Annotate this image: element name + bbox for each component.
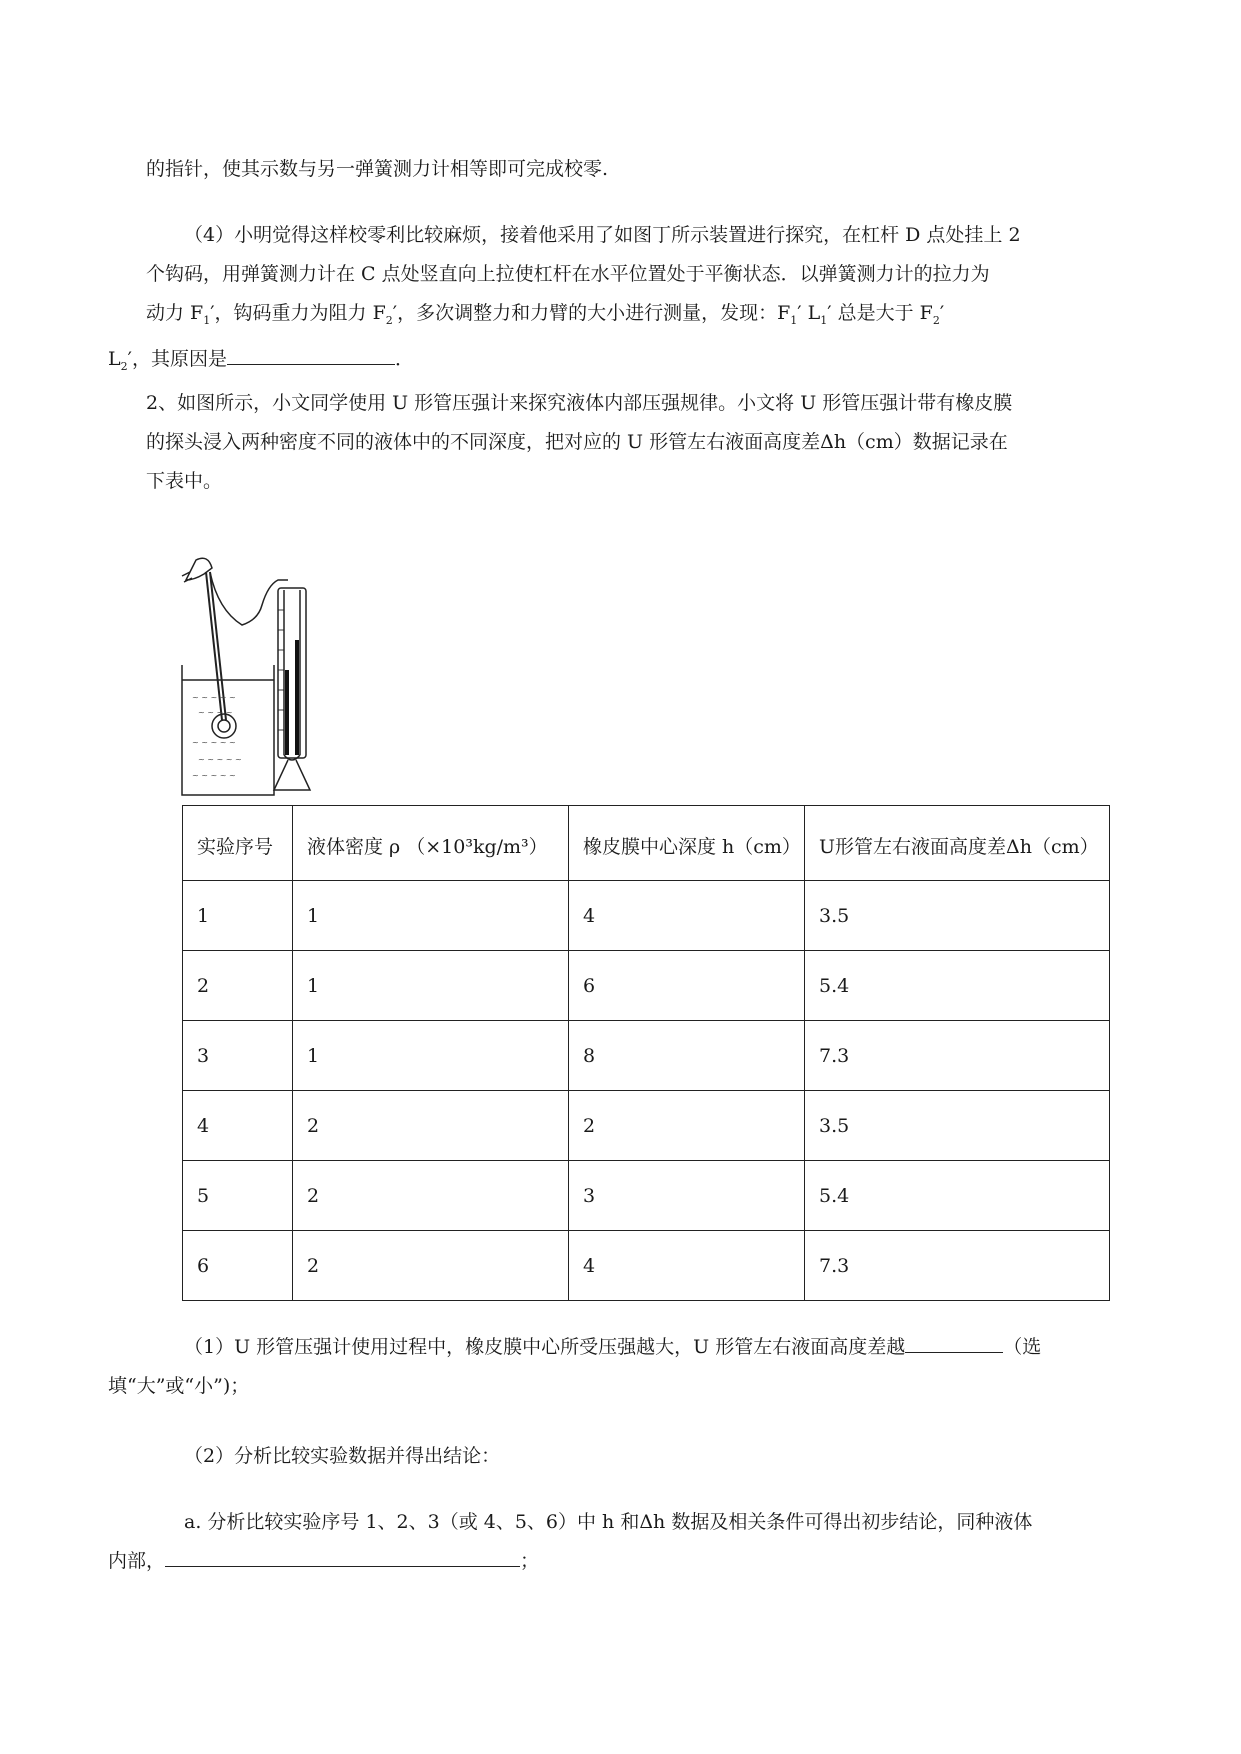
q4-sub: 2 — [385, 313, 393, 327]
table-cell: 5 — [183, 1161, 293, 1231]
q4-line4c: ． — [394, 347, 414, 370]
q4-sub: 1 — [203, 313, 211, 327]
q1-line2: 填“大”或“小”)； — [108, 1375, 250, 1397]
q4-line4b: ′，其原因是 — [127, 347, 227, 370]
qa-line2a: 内部， — [108, 1550, 166, 1572]
table-cell: 4 — [569, 1231, 805, 1301]
question-1 — [108, 1328, 1151, 1406]
q4-sub: 2 — [120, 359, 128, 373]
qa-line2b: ； — [520, 1550, 540, 1572]
p2-line2: 的探头浸入两种密度不同的液体中的不同深度，把对应的 U 形管左右液面高度差Δh（cm）数据记录在 — [146, 431, 1008, 453]
table-header-cell: 橡皮膜中心深度 h（cm） — [569, 806, 805, 881]
table-cell: 7.3 — [805, 1021, 1110, 1091]
table-row — [183, 951, 1110, 1021]
table-header-cell: U形管左右液面高度差Δh（cm） — [805, 806, 1110, 881]
answer-blank-q4[interactable] — [227, 342, 395, 365]
table-row — [183, 1161, 1110, 1231]
q4-line3e: ′ 总是大于 F — [827, 302, 933, 324]
question-a — [108, 1503, 1151, 1581]
table-cell: 6 — [183, 1231, 293, 1301]
table-cell: 2 — [293, 1231, 569, 1301]
table-cell: 5.4 — [805, 1161, 1110, 1231]
svg-text:~ ~ ~ ~ ~: ~ ~ ~ ~ ~ — [198, 755, 242, 764]
table-header-row — [183, 806, 1110, 881]
table-cell: 5.4 — [805, 951, 1110, 1021]
table-cell: 8 — [569, 1021, 805, 1091]
p2-line1: 2、如图所示，小文同学使用 U 形管压强计来探究液体内部压强规律。小文将 U 形管压强计带有橡皮膜 — [146, 392, 1013, 414]
answer-blank-qa[interactable] — [165, 1544, 520, 1567]
table-cell: 3.5 — [805, 881, 1110, 951]
q1-line1b: （选 — [1003, 1336, 1042, 1358]
table-cell: 2 — [569, 1091, 805, 1161]
table-row — [183, 1021, 1110, 1091]
p2-line3: 下表中。 — [146, 470, 223, 492]
table-cell: 2 — [293, 1161, 569, 1231]
svg-text:~ ~ ~ ~ ~: ~ ~ ~ ~ ~ — [192, 771, 236, 780]
q4-line3f: ′ — [939, 302, 945, 324]
table-cell: 3.5 — [805, 1091, 1110, 1161]
q4-line3c: ′，多次调整力和力臂的大小进行测量，发现：F — [392, 302, 791, 324]
table-cell: 1 — [293, 881, 569, 951]
q2-text: （2）分析比较实验数据并得出结论： — [184, 1445, 501, 1467]
question-4 — [108, 216, 1151, 386]
svg-text:~ ~ ~ ~: ~ ~ ~ ~ — [198, 708, 233, 717]
table-row — [183, 1091, 1110, 1161]
table-cell: 4 — [183, 1091, 293, 1161]
svg-text:~ ~ ~ ~ ~: ~ ~ ~ ~ ~ — [192, 693, 236, 702]
q4-sub: 2 — [932, 313, 940, 327]
data-table — [182, 805, 1110, 1301]
pressure-gauge-figure — [178, 550, 348, 800]
paragraph-p1 — [146, 150, 1151, 189]
table-cell: 3 — [569, 1161, 805, 1231]
table-cell: 1 — [293, 1021, 569, 1091]
table-row — [183, 881, 1110, 951]
qa-line1: a. 分析比较实验序号 1、2、3（或 4、5、6）中 h 和Δh 数据及相关条件可得出初步结论，同种液体 — [184, 1511, 1033, 1533]
table-header-cell: 实验序号 — [183, 806, 293, 881]
table-cell: 2 — [183, 951, 293, 1021]
table-cell: 1 — [183, 881, 293, 951]
table-cell: 3 — [183, 1021, 293, 1091]
q1-line1: （1）U 形管压强计使用过程中，橡皮膜中心所受压强越大，U 形管左右液面高度差越 — [184, 1336, 906, 1358]
q4-line3d: ′ L — [797, 302, 821, 324]
p1-text: 的指针，使其示数与另一弹簧测力计相等即可完成校零. — [146, 158, 609, 180]
table-cell: 1 — [293, 951, 569, 1021]
table-cell: 4 — [569, 881, 805, 951]
q4-sub: 1 — [790, 313, 798, 327]
q4-sub: 1 — [820, 313, 828, 327]
svg-text:~ ~ ~ ~ ~: ~ ~ ~ ~ ~ — [192, 738, 236, 747]
table-header-cell: 液体密度 ρ （×10³kg/m³） — [293, 806, 569, 881]
q4-line2: 个钩码，用弹簧测力计在 C 点处竖直向上拉使杠杆在水平位置处于平衡状态．以弹簧测力计的拉力为 — [146, 263, 990, 285]
q4-line4a: L — [108, 347, 121, 370]
q4-line3a: 动力 F — [146, 302, 204, 324]
problem-2 — [146, 384, 1151, 501]
table-cell: 7.3 — [805, 1231, 1110, 1301]
table-cell: 2 — [293, 1091, 569, 1161]
table-cell: 6 — [569, 951, 805, 1021]
answer-blank-q1[interactable] — [905, 1330, 1003, 1353]
q4-line3b: ′，钩码重力为阻力 F — [210, 302, 386, 324]
q4-line1: （4）小明觉得这样校零利比较麻烦，接着他采用了如图丁所示装置进行探究，在杠杆 D 点处挂上 2 — [184, 224, 1021, 246]
question-2 — [146, 1437, 1151, 1476]
table-row — [183, 1231, 1110, 1301]
